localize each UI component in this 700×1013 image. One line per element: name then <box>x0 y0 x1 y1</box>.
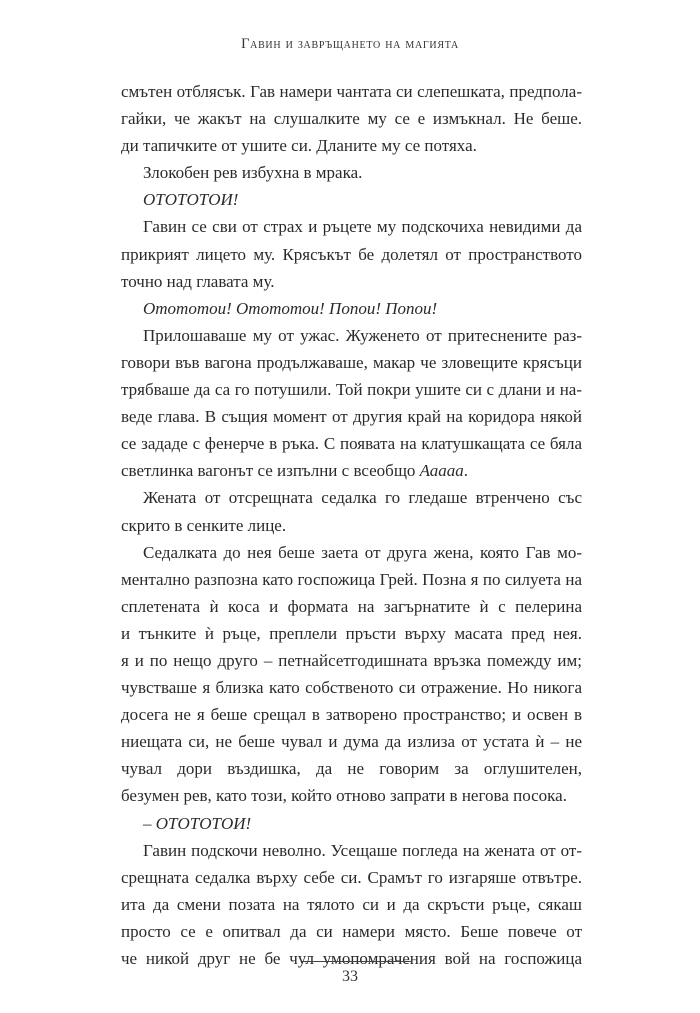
text-line: чувстваше я близка като собственото си отражение. Но никога <box>121 678 582 698</box>
text-line: веде глава. В същия момент от другия край на коридора някой <box>121 407 582 427</box>
footer-rule <box>302 961 412 962</box>
text-line: ита да смени позата на тялото си и да скръсти ръце, сякаш <box>121 894 582 914</box>
text-line: говори във вагона продължаваше, макар че зловещите крясъци <box>121 352 582 372</box>
text-line: ментално разпозна като госпожица Грей. Позна я по силуета на <box>121 569 582 589</box>
text-line: безумен рев, като този, който отново запрати в негова посока. <box>121 786 567 806</box>
text-line: Гавин се сви от страх и ръцете му подскочиха невидими да <box>143 217 582 237</box>
running-head: Гавин и завръщането на магията <box>241 36 459 52</box>
text-line: Жената от отсрещната седалка го гледаше втренчено със <box>143 488 582 508</box>
text-line: че никой друг не бе чул умопомрачения вой на госпожица <box>121 949 582 968</box>
page-number: 33 <box>342 968 358 985</box>
text-line: просто се е опитвал да си намери място. Беше повече от <box>121 921 582 941</box>
text-line: трябваше да са го потушили. Той покри ушите си с длани и на- <box>121 380 582 400</box>
text-line: Седалката до нея беше заета от друга жена, която Гав мо- <box>143 542 582 562</box>
text-line: скрито в сенките лице. <box>121 515 287 535</box>
text-line: досега не я беше срещал в затворено пространство; и освен в <box>121 705 582 725</box>
text-line: Злокобен рев избухна в мрака. <box>143 163 363 183</box>
text-line: гайки, че жакът на слушалките му се е измъкнал. Не беше. <box>121 109 582 129</box>
text-line: ниещата си, не беше чувал и дума да излиза от устата ѝ – не <box>121 732 582 752</box>
text-line: Гавин подскочи неволно. Усещаше погледа на жената от от- <box>143 840 582 860</box>
text-line: Прилошаваше му от ужас. Жуженето от притеснените раз- <box>143 325 582 345</box>
text-line: светлинка вагонът се изпълни с всеобщо Ааааа. <box>121 461 469 481</box>
text-line: Отототои! Отототои! Попои! Попои! <box>143 298 438 318</box>
body-text <box>121 78 582 972</box>
text-line: чувал дори въздишка, да не говорим за оглушителен, <box>121 759 582 779</box>
text-line: прикрият лицето му. Крясъкът бе долетял от пространството <box>121 244 582 264</box>
text-line: смътен отблясък. Гав намери чантата си слепешката, предпола- <box>121 82 582 101</box>
text-line: сплетената ѝ коса и формата на загърнатите ѝ с пелерина <box>121 596 582 616</box>
text-line: се зададе с фенерче в ръка. С появата на клатушкащата се бяла <box>121 434 582 454</box>
text-line: срещната седалка върху себе си. Срамът го изгаряше отвътре. <box>121 867 582 887</box>
text-line: ди тапичките от ушите си. Дланите му се потяха. <box>121 136 477 156</box>
text-line: я и по нещо друго – петнайсетгодишната връзка помежду им; <box>121 650 582 670</box>
text-line: – ОТОТОТОИ! <box>143 813 252 833</box>
text-line: точно над главата му. <box>121 271 275 291</box>
text-line: ОТОТОТОИ! <box>143 190 239 210</box>
text-line: и тънките ѝ ръце, преплели пръсти върху масата пред нея. <box>121 623 582 643</box>
